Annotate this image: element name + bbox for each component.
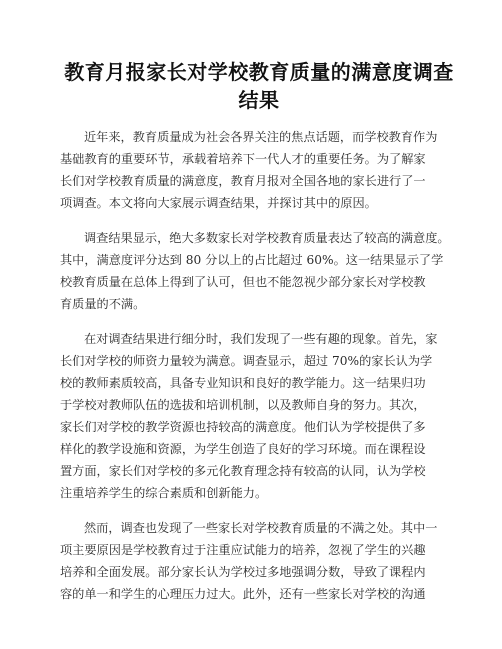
title-line-2: 结果 xyxy=(238,88,280,112)
paragraph-intro xyxy=(60,126,458,214)
paragraph-line: 项主要原因是学校教育过于注重应试能力的培养，忽视了学生的兴趣 xyxy=(60,543,426,557)
paragraph-line: 育质量的不满。 xyxy=(60,297,146,311)
paragraph-line: 校的教师素质较高，具备专业知识和良好的教学能力。这一结果归功 xyxy=(60,376,426,390)
paragraph-line: 样化的教学设施和资源，为学生创造了良好的学习环境。而在课程设 xyxy=(60,442,426,456)
paragraph-results xyxy=(60,227,458,315)
paragraph-line: 长们对学校教育质量的满意度，教育月报对全国各地的家长进行了一 xyxy=(60,174,426,188)
paragraph-line: 其中，满意度评分达到 80 分以上的占比超过 60%。这一结果显示了学 xyxy=(60,253,444,267)
paragraph-details xyxy=(60,328,458,504)
paragraph-line: 然而，调查也发现了一些家长对学校教育质量的不满之处。其中一 xyxy=(84,521,438,535)
paragraph-line: 基础教育的重要环节，承载着培养下一代人才的重要任务。为了解家 xyxy=(60,152,426,166)
paragraph-line: 近年来，教育质量成为社会各界关注的焦点话题，而学校教育作为 xyxy=(84,130,438,144)
paragraph-line: 在对调查结果进行细分时，我们发现了一些有趣的现象。首先，家 xyxy=(84,332,438,346)
paragraph-line: 项调查。本文将向大家展示调查结果，并探讨其中的原因。 xyxy=(60,196,377,210)
paragraph-line: 置方面，家长们对学校的多元化教育理念持有较高的认同，认为学校 xyxy=(60,464,426,478)
paragraph-line: 容的单一和学生的心理压力过大。此外，还有一些家长对学校的沟通 xyxy=(60,587,426,601)
paragraph-line: 调查结果显示，绝大多数家长对学校教育质量表达了较高的满意度。 xyxy=(84,231,450,245)
paragraph-line: 注重培养学生的综合素质和创新能力。 xyxy=(60,486,268,500)
paragraph-concerns xyxy=(60,517,458,605)
paragraph-line: 培养和全面发展。部分家长认为学校过多地强调分数，导致了课程内 xyxy=(60,565,426,579)
paragraph-line: 长们对学校的师资力量较为满意。调查显示，超过 70%的家长认为学 xyxy=(60,354,433,368)
document-title xyxy=(60,58,458,114)
paragraph-line: 家长们对学校的教学资源也持较高的满意度。他们认为学校提供了多 xyxy=(60,420,426,434)
paragraph-line: 于学校对教师队伍的选拔和培训机制，以及教师自身的努力。其次， xyxy=(60,398,426,412)
title-line-1: 教育月报家长对学校教育质量的满意度调查 xyxy=(64,60,454,84)
paragraph-line: 校教育质量在总体上得到了认可，但也不能忽视少部分家长对学校教 xyxy=(60,275,426,289)
